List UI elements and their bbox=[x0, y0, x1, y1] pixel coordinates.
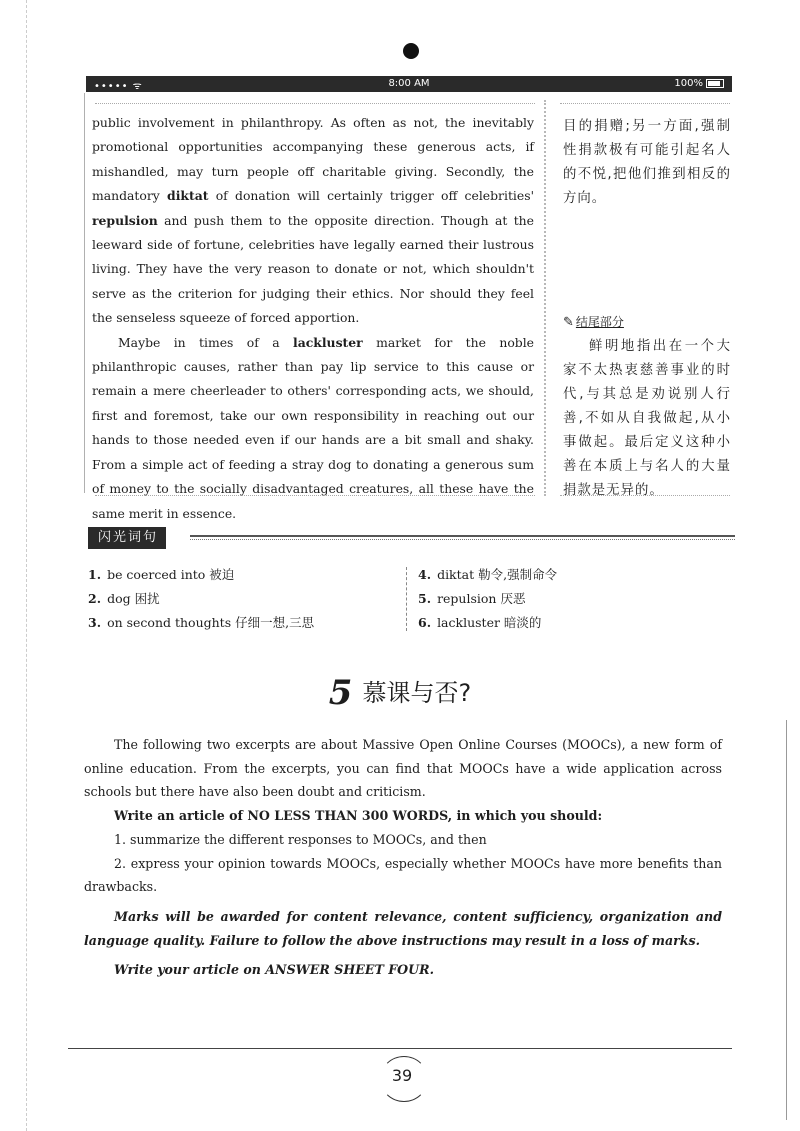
divider bbox=[95, 103, 535, 104]
task-number: 5 bbox=[328, 673, 353, 713]
essay-paragraph: Maybe in times of a lackluster market for the noble philanthropic causes, rather than pay lip service to this cause or remain a mere cheerleader to others' corresponding acts, we should, first and foremost, take our own responsibility in reaching out our hands to those needed even if our hands are a bit small and shaky. From a simple act of feeding a stray dog to donating a generous sum of money to the socially disadvantaged creatures, all these have the same merit in essence. bbox=[92, 334, 534, 521]
vocab-num: 5. bbox=[418, 591, 432, 606]
vocab-item bbox=[88, 587, 314, 611]
status-time: 8:00 AM bbox=[388, 78, 430, 89]
divider bbox=[560, 103, 730, 104]
key-term: repulsion bbox=[92, 212, 158, 228]
frame-border bbox=[84, 93, 85, 493]
vocab-text: diktat 勒令,强制命令 bbox=[437, 567, 558, 582]
vocab-item bbox=[418, 611, 557, 635]
vocab-list-left bbox=[88, 563, 314, 635]
frame-border-bottom bbox=[68, 1048, 732, 1049]
binding-edge-left bbox=[26, 0, 27, 1131]
conclusion-text: 鲜明地指出在一个大家不太热衷慈善事业的时代,与其总是劝说别人行善,不如从自我做起,从小事做起。最后定义这种小善在本质上与名人的大量捐款是无异的。 bbox=[563, 339, 731, 498]
column-separator bbox=[544, 100, 546, 496]
vocab-item bbox=[418, 563, 557, 587]
vocab-item bbox=[418, 587, 557, 611]
task-title-text: 慕课与否? bbox=[362, 679, 472, 707]
key-term: diktat bbox=[167, 188, 209, 204]
signal-wifi-icon: ••••• ᯤ bbox=[94, 81, 143, 92]
vocab-item bbox=[88, 563, 314, 587]
key-term: lackluster bbox=[292, 334, 363, 350]
pen-icon: ✎ bbox=[563, 315, 574, 330]
vocab-separator bbox=[406, 567, 407, 631]
divider bbox=[560, 495, 730, 496]
battery-indicator bbox=[674, 78, 724, 89]
task-item: 2. express your opinion towards MOOCs, especially whether MOOCs have more benefits than drawbacks. bbox=[84, 855, 722, 895]
vocab-num: 1. bbox=[88, 567, 102, 582]
vocab-text: on second thoughts 仔细一想,三思 bbox=[107, 615, 315, 630]
vocab-banner: 闪光词句 bbox=[88, 527, 166, 549]
task-instruction: Write an article of NO LESS THAN 300 WORDS, in which you should: bbox=[114, 808, 603, 824]
conclusion-heading-label: 结尾部分 bbox=[575, 315, 624, 329]
conclusion-heading bbox=[563, 310, 731, 335]
task-intro: The following two excerpts are about Massive Open Online Courses (MOOCs), a new form of online education. From the excerpts, you can find that MOOCs have a wide application across schools but there have also been doubt and criticism. bbox=[84, 737, 722, 800]
camera-dot-icon bbox=[403, 43, 419, 59]
task-title bbox=[0, 673, 800, 713]
essay-passage bbox=[92, 111, 534, 526]
binding-edge-right bbox=[786, 720, 787, 1120]
vocab-num: 3. bbox=[88, 615, 102, 630]
banner-rule bbox=[190, 535, 735, 540]
vocab-text: lackluster 暗淡的 bbox=[437, 615, 542, 630]
page-number: 39 bbox=[391, 1066, 413, 1085]
status-bar bbox=[86, 76, 732, 92]
conclusion-note bbox=[563, 310, 731, 503]
vocab-num: 6. bbox=[418, 615, 432, 630]
vocab-item bbox=[88, 611, 314, 635]
battery-percent: 100% bbox=[674, 78, 703, 89]
vocab-num: 2. bbox=[88, 591, 102, 606]
divider bbox=[95, 495, 535, 496]
vocab-num: 4. bbox=[418, 567, 432, 582]
task-body bbox=[84, 733, 722, 982]
vocab-list-right bbox=[418, 563, 557, 635]
side-note: 目的捐赠;另一方面,强制性捐款极有可能引起名人的不悦,把他们推到相反的方向。 bbox=[563, 119, 731, 206]
essay-paragraph: public involvement in philanthropy. As often as not, the inevitably promotional opportunities accompanying these generous acts, if mishandled, may turn people off charitable giving. Secondly, the mandatory diktat of donation will certainly trigger off celebrities' repulsion and push them to the opposite direction. Though at the leeward side of fortune, celebrities have legally earned their lustrous living. They have the very reason to donate or not, which shouldn't serve as the criterion for judging their ethics. Nor should they feel the senseless squeeze of forced apportion. bbox=[92, 115, 534, 326]
vocab-text: dog 困扰 bbox=[107, 591, 160, 606]
vocab-text: repulsion 厌恶 bbox=[437, 591, 526, 606]
marks-note: Marks will be awarded for content relevance, content sufficiency, organization and language quality. Failure to follow the above instructions may result in a loss of marks. bbox=[84, 908, 722, 948]
vocab-text: be coerced into 被迫 bbox=[107, 567, 235, 582]
battery-icon bbox=[706, 79, 724, 88]
task-item: 1. summarize the different responses to MOOCs, and then bbox=[114, 831, 487, 847]
answer-sheet-note: Write your article on ANSWER SHEET FOUR. bbox=[114, 962, 434, 978]
